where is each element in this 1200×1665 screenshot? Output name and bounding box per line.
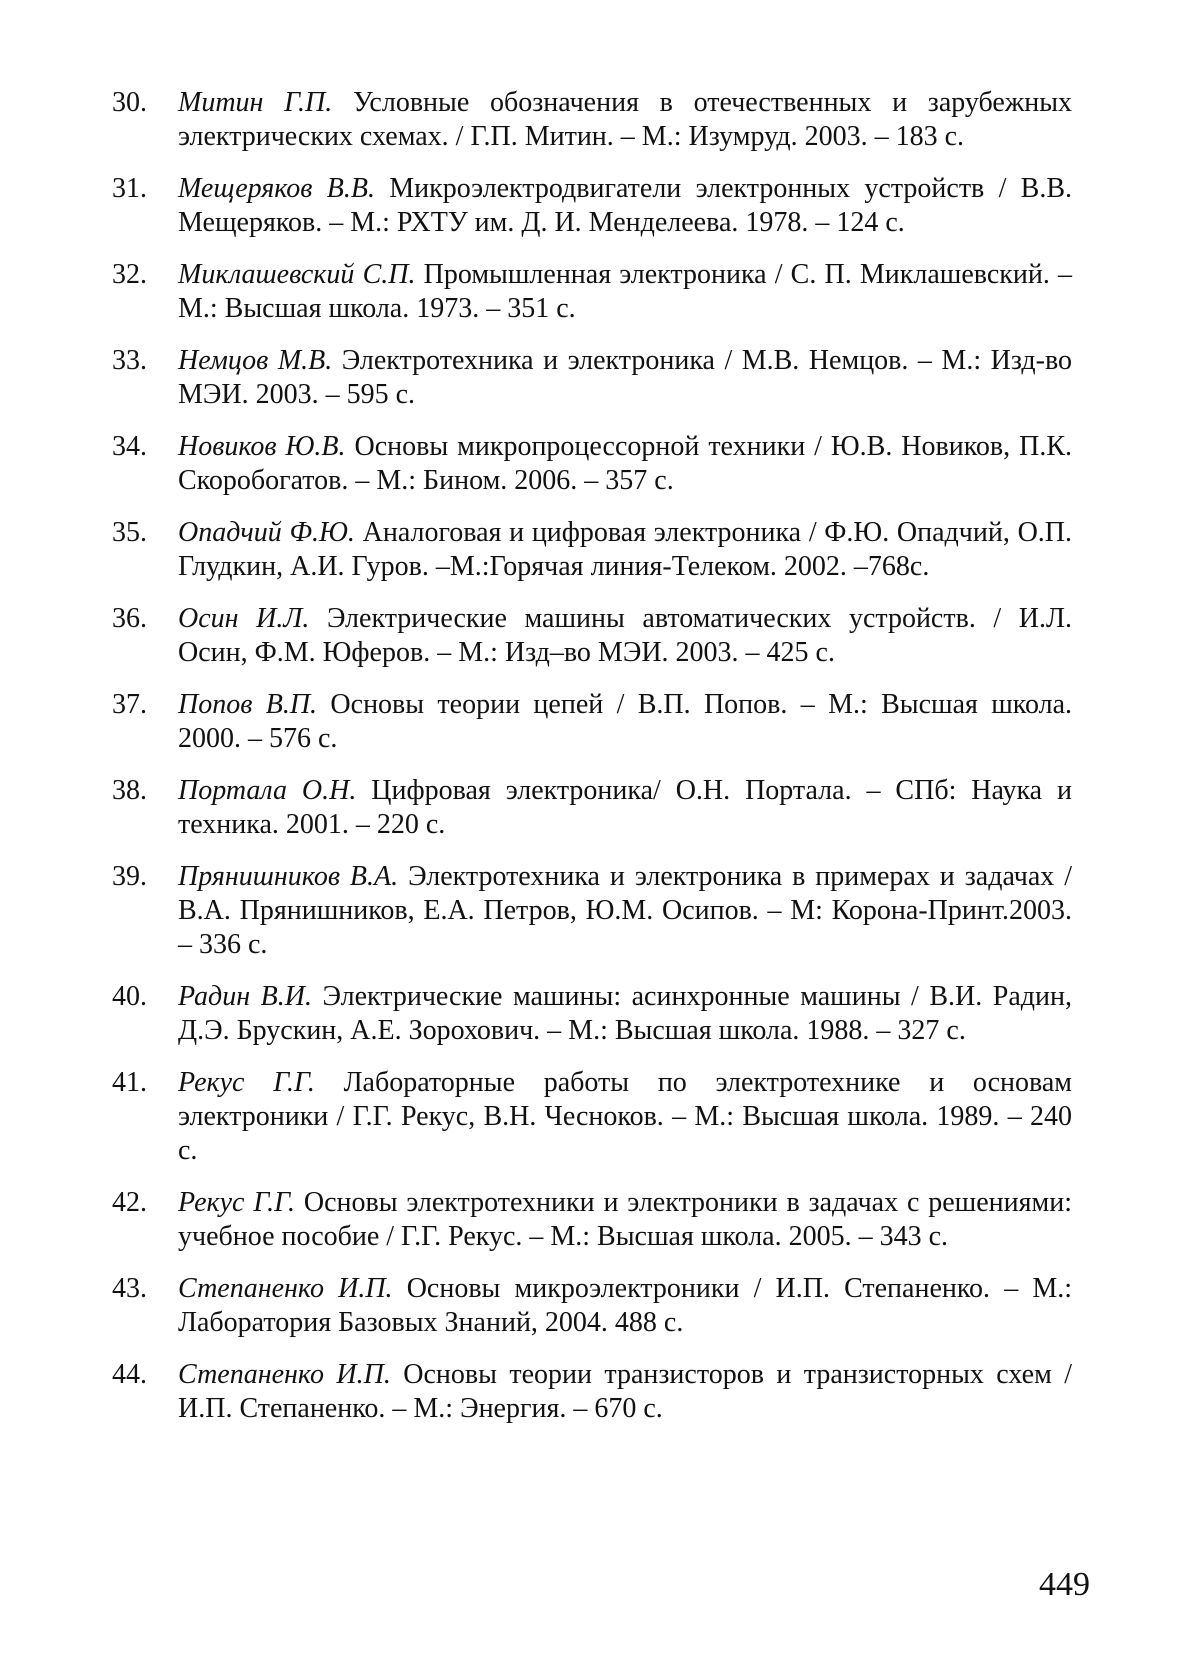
page-number: 449 [1039, 1566, 1090, 1603]
reference-body [178, 774, 1072, 842]
reference-body [178, 1186, 1072, 1254]
reference-author: Радин В.И. [178, 981, 312, 1012]
reference-text: Электрические машины автоматических устройств. / И.Л. Осин, Ф.М. Юферов. – М.: Изд–во МЭИ. 2003. – 425 с. [178, 603, 1073, 668]
reference-item [112, 258, 1072, 326]
reference-item [112, 86, 1072, 154]
reference-text: Основы электротехники и электроники в задачах с решениями: учебное пособие / Г.Г. Рекус. – М.: Высшая школа. 2005. – 343 с. [178, 1187, 1072, 1252]
reference-item [112, 688, 1072, 756]
reference-number: 43. [112, 1273, 147, 1304]
reference-body [178, 602, 1072, 670]
reference-text: Промышленная электроника / С. П. Миклашевский. – М.: Высшая школа. 1973. – 351 с. [178, 259, 1072, 324]
reference-number: 40. [112, 981, 147, 1012]
reference-number: 33. [112, 345, 147, 376]
reference-body [178, 1358, 1072, 1426]
reference-item [112, 1186, 1072, 1254]
reference-number: 31. [112, 173, 147, 204]
reference-body [178, 86, 1072, 154]
reference-body [178, 516, 1072, 584]
reference-item [112, 860, 1072, 962]
reference-author: Новиков Ю.В. [178, 431, 346, 462]
reference-author: Прянишников В.А. [178, 861, 399, 892]
reference-author: Рекус Г.Г. [178, 1187, 295, 1218]
reference-author: Осин И.Л. [178, 603, 310, 634]
reference-number: 34. [112, 431, 147, 462]
reference-author: Степаненко И.П. [178, 1273, 393, 1304]
reference-number: 37. [112, 689, 147, 720]
reference-item [112, 172, 1072, 240]
reference-text: Цифровая электроника/ О.Н. Портала. – СПб: Наука и техника. 2001. – 220 с. [178, 775, 1073, 840]
reference-text: Основы микроэлектроники / И.П. Степаненко. – М.: Лаборатория Базовых Знаний, 2004. 488 с. [178, 1273, 1073, 1338]
reference-item [112, 602, 1072, 670]
reference-text: Электротехника и электроника / М.В. Немцов. – М.: Изд-во МЭИ. 2003. – 595 с. [178, 345, 1072, 410]
reference-item [112, 430, 1072, 498]
reference-body [178, 258, 1072, 326]
reference-body [178, 688, 1072, 756]
reference-item [112, 980, 1072, 1048]
reference-body [178, 430, 1072, 498]
reference-text: Лабораторные работы по электротехнике и основам электроники / Г.Г. Рекус, В.Н. Чесноков. – М.: Высшая школа. 1989. – 240 с. [178, 1067, 1072, 1166]
reference-author: Митин Г.П. [178, 87, 333, 118]
reference-body [178, 172, 1072, 240]
reference-item [112, 1358, 1072, 1426]
reference-author: Попов В.П. [178, 689, 318, 720]
reference-item [112, 1272, 1072, 1340]
reference-number: 35. [112, 517, 147, 548]
reference-body [178, 344, 1072, 412]
reference-text: Основы теории транзисторов и транзисторных схем / И.П. Степаненко. – М.: Энергия. – 670 с. [178, 1359, 1073, 1424]
reference-text: Микроэлектродвигатели электронных устройств / В.В. Мещеряков. – М.: РХТУ им. Д. И. Менделеева. 1978. – 124 с. [178, 173, 1073, 238]
reference-body [178, 980, 1072, 1048]
reference-text: Основы микропроцессорной техники / Ю.В. Новиков, П.К. Скоробогатов. – М.: Бином. 2006. – 357 с. [178, 431, 1072, 496]
reference-author: Опадчий Ф.Ю. [178, 517, 355, 548]
reference-number: 36. [112, 603, 147, 634]
reference-body [178, 860, 1072, 962]
reference-number: 30. [112, 87, 147, 118]
reference-number: 39. [112, 861, 147, 892]
reference-text: Условные обозначения в отечественных и зарубежных электрических схемах. / Г.П. Митин. – М.: Изумруд. 2003. – 183 с. [178, 87, 1073, 152]
reference-item [112, 344, 1072, 412]
reference-body [178, 1272, 1072, 1340]
reference-author: Мещеряков В.В. [178, 173, 375, 204]
reference-text: Электротехника и электроника в примерах и задачах / В.А. Прянишников, Е.А. Петров, Ю.М. Осипов. – М: Корона-Принт.2003. – 336 с. [178, 861, 1072, 960]
reference-list [112, 86, 1072, 1444]
reference-text: Электрические машины: асинхронные машины / В.И. Радин, Д.Э. Брускин, А.Е. Зорохович. – М.: Высшая школа. 1988. – 327 с. [178, 981, 1073, 1046]
reference-number: 44. [112, 1359, 147, 1390]
reference-item [112, 516, 1072, 584]
reference-number: 42. [112, 1187, 147, 1218]
reference-body [178, 1066, 1072, 1168]
reference-author: Портала О.Н. [178, 775, 357, 806]
reference-author: Степаненко И.П. [178, 1359, 391, 1390]
reference-item [112, 774, 1072, 842]
reference-author: Рекус Г.Г. [178, 1067, 315, 1098]
reference-number: 32. [112, 259, 147, 290]
reference-text: Основы теории цепей / В.П. Попов. – М.: Высшая школа. 2000. – 576 с. [178, 689, 1073, 754]
reference-number: 38. [112, 775, 147, 806]
reference-number: 41. [112, 1067, 147, 1098]
reference-author: Немцов М.В. [178, 345, 333, 376]
reference-item [112, 1066, 1072, 1168]
reference-author: Миклашевский С.П. [178, 259, 416, 290]
reference-text: Аналоговая и цифровая электроника / Ф.Ю. Опадчий, О.П. Глудкин, А.И. Гуров. –М.:Горячая линия-Телеком. 2002. –768с. [178, 517, 1073, 582]
